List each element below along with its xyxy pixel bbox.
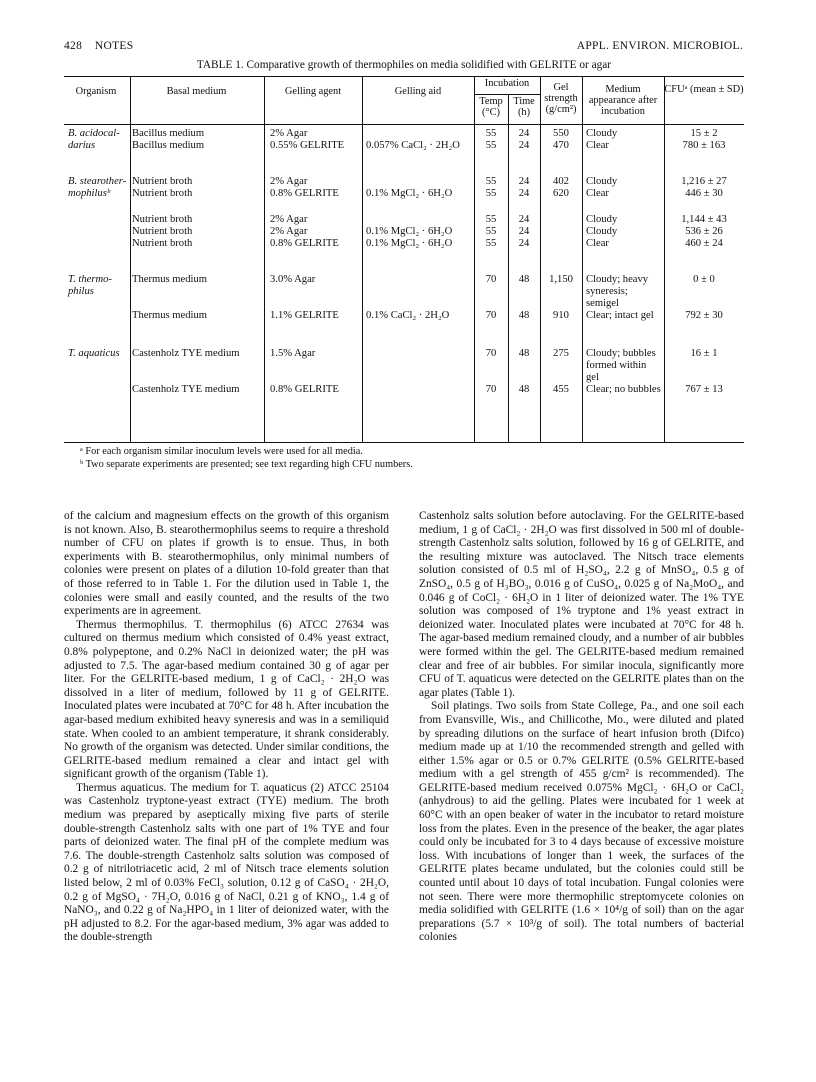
page-number xyxy=(64,40,133,52)
table-cell-temp: 55 xyxy=(485,238,497,249)
header-organism: Organism xyxy=(75,86,117,97)
col-rule xyxy=(582,76,583,442)
table-cell-basal: Bacillus medium xyxy=(132,140,205,151)
table-cell-temp: 70 xyxy=(485,274,497,285)
table-cell-agent: 0.8% GELRITE xyxy=(270,188,339,199)
table-cell-appearance: Clear xyxy=(586,188,609,199)
table-cell-temp: 70 xyxy=(485,384,497,395)
table-cell-aid: 0.1% CaCl₂ · 2H₂O xyxy=(366,310,450,321)
table-cell-temp: 70 xyxy=(485,348,497,359)
table-cell-cfu: 446 ± 30 xyxy=(685,188,723,199)
header-temp: Temp (°C) xyxy=(479,96,503,118)
table-header xyxy=(64,76,744,125)
right-column xyxy=(419,510,744,945)
table-cell-appearance: Clear; no bubbles xyxy=(586,384,661,395)
page-number-value: 428 xyxy=(64,40,83,52)
table-cell-temp: 55 xyxy=(485,226,497,237)
table-cell-appearance: Cloudy; bubbles formed within gel xyxy=(586,348,656,383)
table-cell-gel: 910 xyxy=(553,310,569,321)
table-cell-basal: Thermus medium xyxy=(132,274,208,285)
table-cell-aid: 0.057% CaCl₂ · 2H₂O xyxy=(366,140,460,151)
left-column xyxy=(64,510,389,945)
table-cell-cfu: 15 ± 2 xyxy=(690,128,718,139)
journal-name: APPL. ENVIRON. MICROBIOL. xyxy=(576,40,743,52)
table-cell-temp: 55 xyxy=(485,140,497,151)
table-cell-agent: 0.8% GELRITE xyxy=(270,384,339,395)
table-cell-basal: Nutrient broth xyxy=(132,188,193,199)
header-incubation: Incubation xyxy=(484,78,530,89)
table-cell-temp: 55 xyxy=(485,214,497,225)
table-cell-cfu: 536 ± 26 xyxy=(685,226,723,237)
table-cell-basal: Nutrient broth xyxy=(132,226,193,237)
header-time: Time (h) xyxy=(513,96,535,118)
table-cell-time: 48 xyxy=(518,274,530,285)
table-cell-basal: Nutrient broth xyxy=(132,176,193,187)
table-cell-gel: 1,150 xyxy=(549,274,573,285)
table-header-rule xyxy=(64,124,744,125)
table-caption: TABLE 1. Comparative growth of thermophiles on media solidified with GELRITE or agar xyxy=(196,59,612,71)
col-rule xyxy=(264,76,265,442)
table-cell-temp: 55 xyxy=(485,128,497,139)
table-cell-gel: 550 xyxy=(553,128,569,139)
table-cell-appearance: Cloudy xyxy=(586,176,618,187)
table-cell-basal: Castenholz TYE medium xyxy=(132,384,240,395)
table-cell-time: 24 xyxy=(518,128,530,139)
table-cell-time: 24 xyxy=(518,188,530,199)
header-gel-strength: Gel strength (g/cm²) xyxy=(544,82,578,115)
header-cfu: CFUᵃ (mean ± SD) xyxy=(664,84,744,95)
table-cell-cfu: 1,216 ± 27 xyxy=(681,176,727,187)
table-cell-cfu: 1,144 ± 43 xyxy=(681,214,727,225)
table-cell-aid: 0.1% MgCl₂ · 6H₂O xyxy=(366,226,453,237)
table-cell-time: 48 xyxy=(518,384,530,395)
table-cell-time: 24 xyxy=(518,238,530,249)
table-cell-cfu: 460 ± 24 xyxy=(685,238,723,249)
table-cell-gel: 275 xyxy=(553,348,569,359)
table-cell-agent: 2% Agar xyxy=(270,176,308,187)
table-cell-basal: Bacillus medium xyxy=(132,128,205,139)
table-cell-agent: 3.0% Agar xyxy=(270,274,316,285)
table-cell-gel: 402 xyxy=(553,176,569,187)
table-cell-time: 48 xyxy=(518,310,530,321)
header-basal-medium: Basal medium xyxy=(166,86,227,97)
table-cell-appearance: Cloudy xyxy=(586,214,618,225)
table-cell-cfu: 780 ± 163 xyxy=(682,140,726,151)
table-cell-appearance: Cloudy xyxy=(586,226,618,237)
table-cell-organism: darius xyxy=(68,140,96,151)
paragraph-soil-platings: Soil platings. Two soils from State College, Pa., and one soil each from Evansville, Wis., and Chillicothe, Mo., were diluted and plated by spreading dilutions on the surface of heart infusion broth (Difco) medium made up at 1/10 the recommended strength and gelled with either 1.5% agar or 0.5 or 0.7% GELRITE (0.5% GELRITE-based medium with a gel strength of 455 g/cm² is recommended). The GELRITE-based medium received 0.075% MgCl₂ · 6H₂O or CaCl₂ (anhydrous) to aid the gelling. Plates were incubated for 1 week at 60°C with an open beaker of water in the incubator to retard moisture loss from the plates. Even in the presence of the beaker, the agar plates could only be incubated for 3 to 4 days because of excessive moisture loss. With incubations of longer than 1 week, the surfaces of the GELRITE plates became undulated, but the colonies could still be counted until about 10 days of total incubation. Fungal colonies were not seen. There were more thermophilic streptomycete colonies on media solidified with GELRITE (1.6 × 10⁴/g of soil) than on the agar preparations (5.7 × 10³/g of soil). The total numbers of bacterial colonies xyxy=(419,700,744,944)
header-gelling-aid: Gelling aid xyxy=(394,86,442,97)
table-cell-temp: 55 xyxy=(485,188,497,199)
incubation-rule xyxy=(474,94,540,95)
footnote-a: ᵃ For each organism similar inoculum levels were used for all media. xyxy=(80,446,363,457)
table-cell-cfu: 792 ± 30 xyxy=(685,310,723,321)
table-cell-time: 48 xyxy=(518,348,530,359)
table-cell-agent: 0.55% GELRITE xyxy=(270,140,345,151)
table-cell-gel: 470 xyxy=(553,140,569,151)
table-cell-basal: Nutrient broth xyxy=(132,238,193,249)
table-cell-aid: 0.1% MgCl₂ · 6H₂O xyxy=(366,188,453,199)
header-gelling-agent: Gelling agent xyxy=(284,86,342,97)
footnote-b: ᵇ Two separate experiments are presented; see text regarding high CFU numbers. xyxy=(80,459,413,470)
table-cell-temp: 70 xyxy=(485,310,497,321)
table-cell-appearance: Clear xyxy=(586,140,609,151)
table-cell-appearance: Cloudy xyxy=(586,128,618,139)
table-cell-aid: 0.1% MgCl₂ · 6H₂O xyxy=(366,238,453,249)
table-cell-appearance: Cloudy; heavy syneresis; semigel xyxy=(586,274,649,309)
table-cell-time: 24 xyxy=(518,214,530,225)
table-cell-cfu: 0 ± 0 xyxy=(693,274,715,285)
table-cell-organism: B. acidocal- xyxy=(68,128,120,139)
table-cell-appearance: Clear xyxy=(586,238,609,249)
table-cell-agent: 2% Agar xyxy=(270,226,308,237)
table-cell-time: 24 xyxy=(518,176,530,187)
table-cell-organism: T. thermo- philus xyxy=(68,274,112,297)
paragraph-thermus-aquaticus: Thermus aquaticus. The medium for T. aquaticus (2) ATCC 25104 was Castenholz tryptone-yeast extract (TYE) medium. The broth medium was prepared by aseptically mixing five parts of sterile double-strength Castenholz salts with one part of 1% TYE and four parts of deionized water. The final pH of the complete medium was 7.6. The double-strength Castenholz salts solution was composed of 0.2 g of nitrilotriacetic acid, 2 ml of Nitsch trace elements solution listed below, 2 ml of 0.03% FeCl₃ solution, 0.12 g of CaSO₄ · 2H₂O, 0.2 g of MgSO₄ · 7H₂O, 0.016 g of NaCl, 0.21 g of KNO₃, 1.4 g of NaNO₃, and 0.22 g of Na₂HPO₄ in 1 liter of deionized water, with the pH adjusted to 8.2. For the agar-based medium, 3% agar was added to the double-strength xyxy=(64,781,389,944)
paragraph: of the calcium and magnesium effects on the growth of this organism is not known. Also, B. stearothermophilus seems to require a threshold number of CFU on plates if growth is to ensue. Thus, in both experiments with B. stearothermophilus, only minimal numbers of colonies were present on plates of a dilution 10-fold greater than that of those referred to in Table 1. For the dilution used in Table 1, the colonies were small and easily counted, and the results of the two experiments are in agreement. xyxy=(64,510,389,618)
table-cell-gel: 620 xyxy=(553,188,569,199)
paragraph: Castenholz salts solution before autoclaving. For the GELRITE-based medium, 1 g of CaCl₂ · 2H₂O was first dissolved in 500 ml of double-strength Castenholz salts solution, followed by 16 g of GELRITE, and the resulting mixture was autoclaved. The Nitsch trace elements solution consisted of 0.5 ml of H₂SO₄, 2.2 g of MnSO₄, 0.5 g of ZnSO₄, 0.5 g of H₃BO₃, 0.016 g of CuSO₄, 0.025 g of Na₂MoO₄, and 0.046 g of CoCl₂ · 6H₂O in 1 liter of deionized water. The 1% TYE solution was composed of 1% tryptone and 1% yeast extract in deionized water. Inoculated plates were incubated at 70°C for 48 h. The agar-based medium remained cloudy, and a number of air bubbles were formed within the gel. The GELRITE-based medium remained clear and free of air bubbles. For similar inocula, significantly more CFU of T. aquaticus were detected on the GELRITE plates than on the agar plates (Table 1). xyxy=(419,510,744,699)
table-cell-agent: 2% Agar xyxy=(270,214,308,225)
table-cell-time: 24 xyxy=(518,226,530,237)
table-cell-agent: 0.8% GELRITE xyxy=(270,238,339,249)
table-cell-organism: T. aquaticus xyxy=(68,348,120,359)
paragraph-thermus-thermophilus: Thermus thermophilus. T. thermophilus (6) ATCC 27634 was cultured on thermus medium which consisted of 0.4% yeast extract, 0.8% polypeptone, and 0.2% NaCl in deionized water; the pH was adjusted to 7.5. The agar-based medium contained 30 g of agar per liter. For the GELRITE-based medium, 1 g of CaCl₂ · 2H₂O was dissolved in a liter of medium, followed by 11 g of GELRITE. Inoculated plates were incubated at 70°C for 48 h. After incubation the agar-based medium exhibited heavy syneresis and was in a semiliquid state. When cooled to an ambient temperature, it shrank considerably. No growth of the organism was detected. Under similar conditions, the GELRITE-based medium remained a clear and intact gel with significant growth of the organism (Table 1). xyxy=(64,618,389,781)
table-cell-basal: Castenholz TYE medium xyxy=(132,348,240,359)
table-cell-agent: 1.5% Agar xyxy=(270,348,316,359)
table-cell-cfu: 767 ± 13 xyxy=(685,384,723,395)
table-cell-agent: 1.1% GELRITE xyxy=(270,310,339,321)
table-cell-organism: B. stearother- xyxy=(68,176,127,187)
table-cell-organism: mophilusᵇ xyxy=(68,188,110,199)
table-cell-basal: Nutrient broth xyxy=(132,214,193,225)
table-cell-agent: 2% Agar xyxy=(270,128,308,139)
section-name: NOTES xyxy=(94,40,134,52)
table-cell-appearance: Clear; intact gel xyxy=(586,310,654,321)
table-cell-time: 24 xyxy=(518,140,530,151)
table-bottom-rule xyxy=(64,442,744,443)
table-cell-temp: 55 xyxy=(485,176,497,187)
table-cell-basal: Thermus medium xyxy=(132,310,208,321)
table-cell-cfu: 16 ± 1 xyxy=(690,348,718,359)
table-cell-gel: 455 xyxy=(553,384,569,395)
header-appearance: Medium appearance after incubation xyxy=(588,84,658,117)
